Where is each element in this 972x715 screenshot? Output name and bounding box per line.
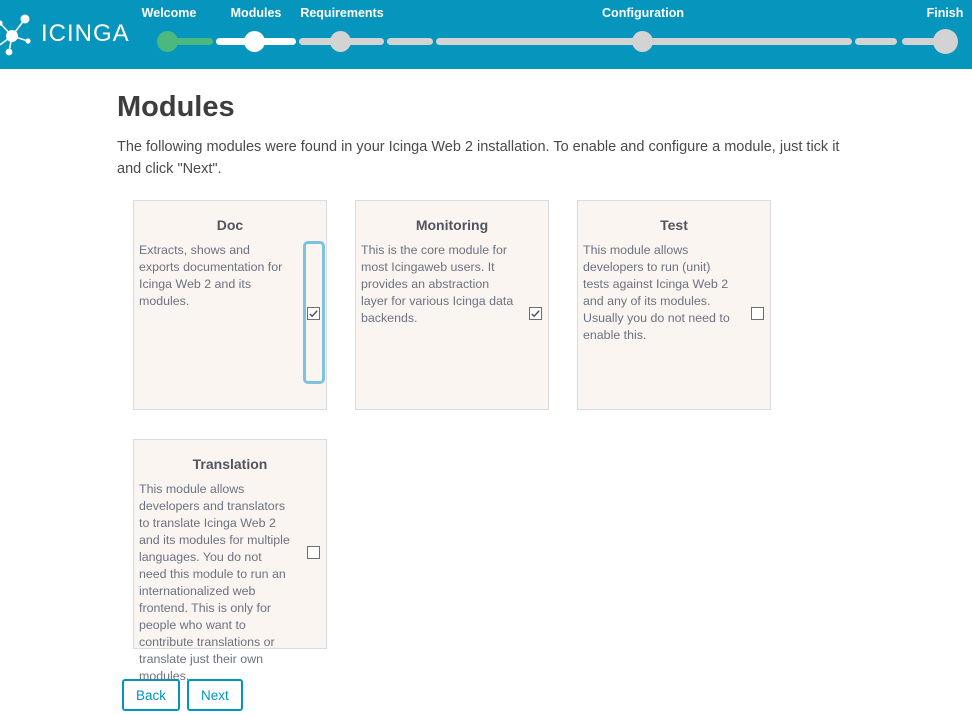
step-label-welcome: Welcome — [141, 6, 197, 20]
back-button[interactable]: Back — [122, 679, 180, 711]
module-checkbox[interactable] — [307, 546, 320, 559]
step-dot-welcome — [157, 31, 178, 52]
wizard-progress — [0, 0, 972, 69]
progress-segment — [855, 38, 897, 45]
wizard-header — [0, 0, 972, 69]
step-dot-modules — [244, 31, 265, 52]
step-label-modules: Modules — [230, 6, 282, 20]
module-description: This module allows developers and translators to translate Icinga Web 2 and its modules for multiple languages. You do not need this module to run an internationalized web frontend. This is only for people who want to contribute translations or translate just their own modules. — [139, 482, 290, 683]
icinga-wordmark: ICINGA — [41, 20, 130, 47]
step-label-finish: Finish — [926, 6, 964, 20]
module-title: Monitoring — [415, 217, 489, 233]
step-label-requirements: Requirements — [300, 6, 384, 20]
step-label-configuration: Configuration — [602, 6, 684, 20]
module-description: This is the core module for most Icingaweb users. It provides an abstraction layer for various Icinga data backends. — [361, 243, 514, 325]
module-checkbox[interactable] — [751, 307, 764, 320]
module-card-monitoring[interactable] — [355, 200, 549, 410]
module-card-test[interactable] — [577, 200, 771, 410]
modules-page — [0, 69, 972, 711]
page-intro: The following modules were found in your Icinga Web 2 installation. To enable and configure a module, just tick it and click "Next". — [117, 139, 840, 177]
check-icon — [308, 308, 319, 319]
module-title: Doc — [216, 217, 244, 233]
step-dot-requirements — [330, 31, 351, 52]
module-card-doc[interactable] — [133, 200, 327, 410]
step-dot-finish — [933, 29, 958, 54]
module-description: Extracts, shows and exports documentation for Icinga Web 2 and its modules. — [139, 243, 283, 308]
check-icon — [530, 308, 541, 319]
module-title: Test — [660, 217, 688, 233]
step-dot-configuration — [632, 31, 653, 52]
module-description: This module allows developers to run (unit) tests against Icinga Web 2 and any of its modules. Usually you do not need to enable this. — [583, 243, 730, 342]
next-button[interactable]: Next — [187, 679, 243, 711]
module-card-translation[interactable] — [133, 439, 327, 683]
module-card-grid — [133, 200, 803, 683]
module-checkbox[interactable] — [529, 307, 542, 320]
module-checkbox[interactable] — [307, 307, 320, 320]
module-title: Translation — [192, 456, 268, 472]
page-title: Modules — [117, 91, 235, 123]
progress-segment — [387, 38, 433, 45]
